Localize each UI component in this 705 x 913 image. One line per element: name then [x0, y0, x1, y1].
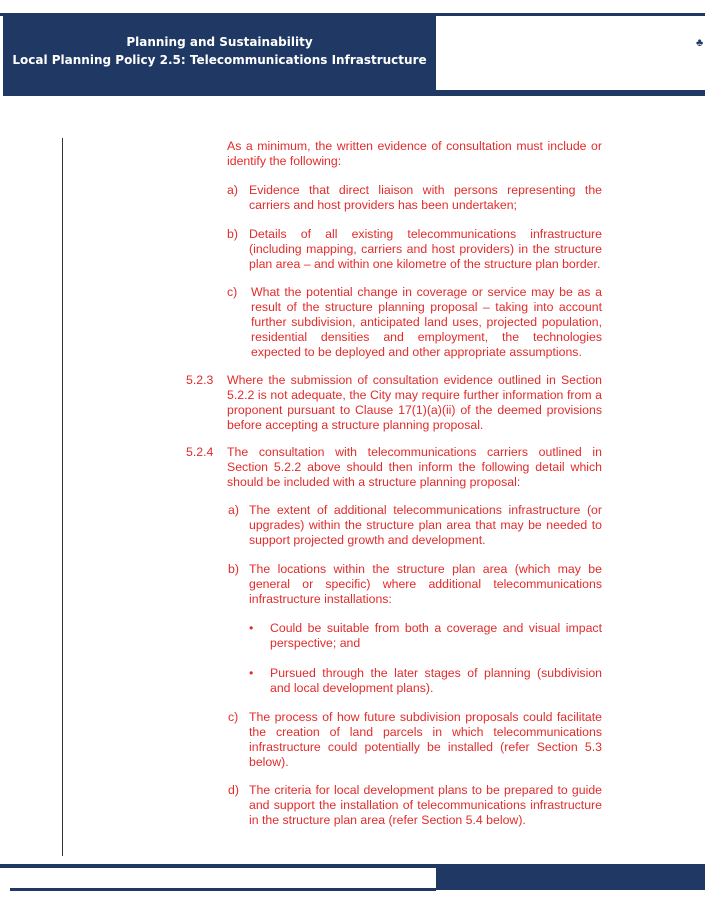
header-department: Planning and Sustainability: [126, 35, 313, 49]
list-item-label: a): [227, 183, 238, 197]
list-item-label: c): [228, 710, 239, 724]
section-number: 5.2.4: [186, 445, 214, 459]
bullet-item: Could be suitable from both a coverage and visual impact perspective; and: [270, 621, 602, 650]
section-5-2-3: Where the submission of consultation evidence outlined in Section 5.2.2 is not adequate, the City may require further information from a proponent pursuant to Clause 17(1)(a)(ii) of the deemed provisions before accepting a structure planning proposal.: [227, 373, 602, 432]
footer-band: [436, 868, 705, 890]
list-item: The locations within the structure plan area (which may be general or specific) where additional telecommunications infrastructure installations:: [249, 562, 602, 606]
list-item: The extent of additional telecommunications infrastructure (or upgrades) within the structure plan area that may be needed to support projected growth and development.: [249, 503, 602, 547]
list-item-label: b): [228, 562, 239, 576]
list-item: Details of all existing telecommunications infrastructure (including mapping, carriers and host providers) in the structure plan area – and within one kilometre of the structure plan border.: [249, 227, 602, 271]
list-item: The criteria for local development plans to be prepared to guide and support the installation of telecommunications infrastructure in the structure plan area (refer Section 5.4 below).: [249, 783, 602, 827]
list-item-label: c): [227, 285, 238, 299]
list-item-label: a): [228, 503, 239, 517]
header-policy-title: Local Planning Policy 2.5: Telecommunications Infrastructure: [12, 53, 427, 67]
intro-paragraph: As a minimum, the written evidence of consultation must include or identify the following:: [227, 139, 602, 168]
section-5-2-4: The consultation with telecommunications carriers outlined in Section 5.2.2 above should then inform the following detail which should be included with a structure planning proposal:: [227, 445, 602, 489]
section-number: 5.2.3: [186, 373, 214, 387]
list-item: Evidence that direct liaison with persons representing the carriers and host providers has been undertaken;: [249, 183, 602, 212]
list-item: The process of how future subdivision proposals could facilitate the creation of land parcels in which telecommunications infrastructure could potentially be installed (refer Section 5.3 below).: [249, 710, 602, 769]
footer-bottom-rule: [10, 888, 436, 891]
list-item-label: b): [227, 227, 238, 241]
bullet-item: Pursued through the later stages of planning (subdivision and local development plans).: [270, 666, 602, 695]
list-item: What the potential change in coverage or service may be as a result of the structure planning proposal – taking into account further subdivision, anticipated land uses, projected population, residential densities and employment, the technologies expected to be deployed and other appropriate assumptions.: [251, 285, 602, 359]
bullet-icon: •: [249, 666, 254, 680]
logo-icon: ♣: [696, 37, 704, 49]
bullet-icon: •: [249, 621, 254, 635]
list-item-label: d): [228, 783, 239, 797]
